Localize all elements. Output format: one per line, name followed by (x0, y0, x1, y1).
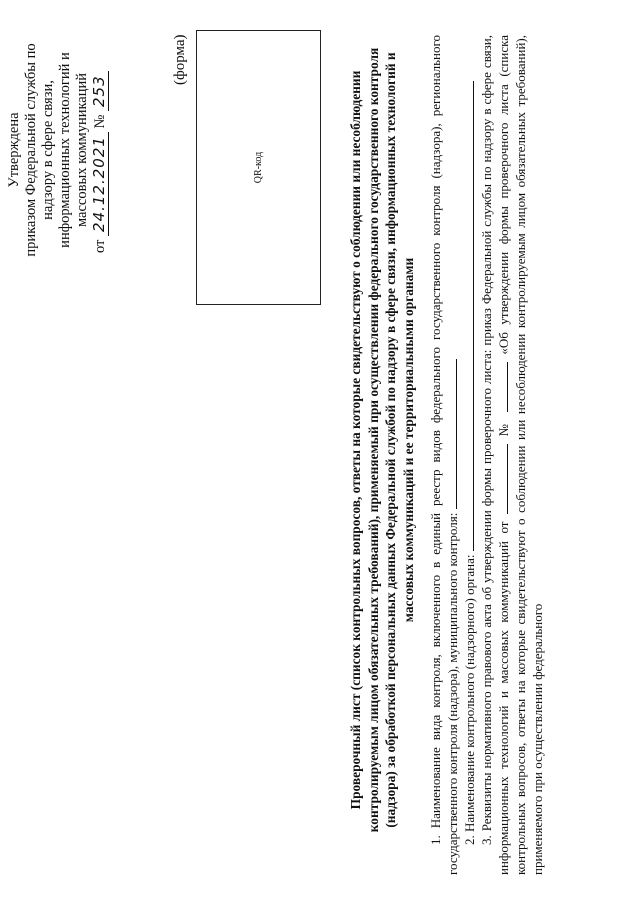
handwritten-number: 253 (90, 71, 109, 111)
approval-line: массовых коммуникаций (74, 72, 90, 228)
item-3 (478, 35, 546, 875)
item-3-text-b: «Об утверждении формы проверочного листа (списка контрольных вопросов, ответы на которые свидетельствуют о соблюдении или несоблюдении контролируемым лицом обязательных требований), применяемого при осуществлении федерального (496, 35, 545, 875)
document-title: Проверочный лист (список контрольных вопросов, ответы на которые свидетельствуют о соблюдении или несоблюдении контролируемым лицом обязательных требований), применяемый при осуществлении федерального государственного контроля (надзора) за обработкой персональных данных Федеральной службой по надзору в сфере связи, информационных технологий и массовых коммуникаций и ее территориальными органами (348, 47, 416, 833)
approval-line: Утверждена (6, 112, 22, 188)
item-3-date-blank (506, 444, 508, 514)
approval-line: надзору в сфере связи, (40, 80, 56, 220)
item-3-number-label: № (496, 419, 511, 437)
date-prefix: от (92, 239, 108, 253)
item-1 (427, 35, 461, 875)
approval-stamp (6, 15, 109, 285)
item-3-text-a: 3. Реквизиты нормативного правового акта об утверждении формы проверочного листа: приказ Федеральной службы по надзору в сфере связи, информационных технологий и массовых коммуникаций от (479, 35, 511, 875)
approval-line: приказом Федеральной службы по (23, 43, 39, 257)
item-1-blank (455, 359, 457, 509)
approval-date-line (91, 15, 109, 285)
number-prefix: № (92, 114, 108, 129)
approval-line: информационных технологий и (57, 52, 73, 248)
handwritten-date: 24.12.2021 (90, 132, 109, 236)
qr-code-placeholder (196, 30, 321, 305)
document-body (427, 35, 546, 875)
item-3-number-blank (506, 362, 508, 412)
qr-code-label: QR-код (253, 151, 264, 184)
item-2-text: 2. Наименование контрольного (надзорного) органа: (462, 554, 477, 845)
item-2 (461, 35, 478, 875)
form-label: (форма) (172, 34, 188, 85)
item-1-text: 1. Наименование вида контроля, включенного в единый реестр видов федерального государственного контроля (надзора), регионального государственного контроля (надзора), муниципального контроля: (428, 35, 460, 875)
item-2-blank (472, 81, 474, 551)
